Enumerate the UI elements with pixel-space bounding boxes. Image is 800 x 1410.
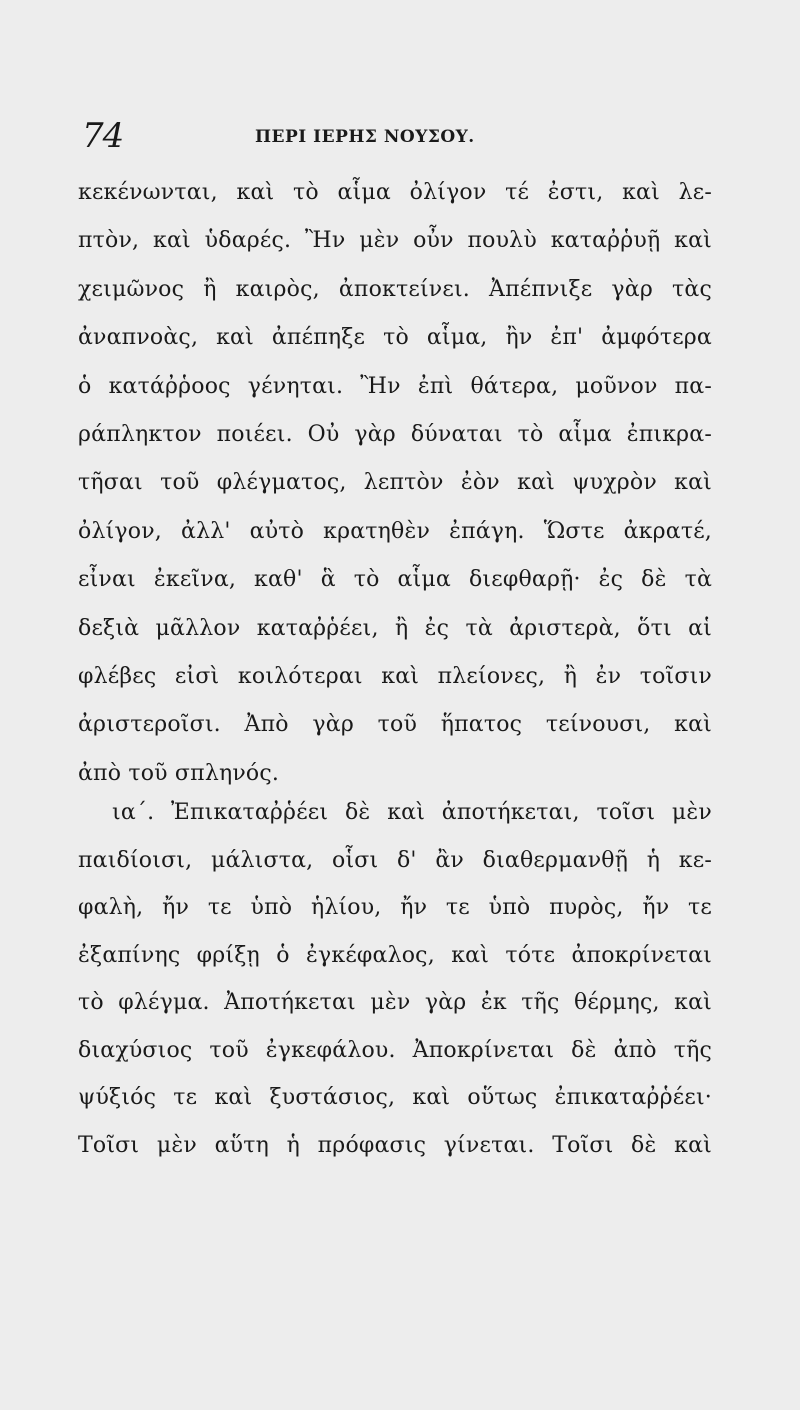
text-line: ὁ κατάῤῥοος γένηται. Ἢν ἐπὶ θάτερα, μοῦνον πα- bbox=[78, 373, 712, 399]
page-number: 74 bbox=[82, 116, 124, 156]
text-line: φαλὴ, ἤν τε ὑπὸ ἡλίου, ἤν τε ὑπὸ πυρὸς, ἤν τε bbox=[78, 895, 712, 920]
text-line: τὸ φλέγμα. Ἀποτήκεται μὲν γὰρ ἐκ τῆς θέρμης, καὶ bbox=[78, 990, 712, 1015]
text-line: παιδίοισι, μάλιστα, οἷσι δ' ἂν διαθερμανθῇ ἡ κε- bbox=[78, 847, 712, 873]
paragraph-2 bbox=[78, 789, 712, 1169]
paragraph-1 bbox=[78, 169, 712, 798]
text-line: πτὸν, καὶ ὑδαρές. Ἢν μὲν οὖν πουλὺ καταῤῥυῇ καὶ bbox=[78, 228, 712, 254]
text-line: δεξιὰ μᾶλλον καταῤῥέει, ἢ ἐς τὰ ἀριστερὰ, ὅτι αἱ bbox=[78, 615, 712, 641]
text-line: ἐξαπίνης φρίξῃ ὁ ἐγκέφαλος, καὶ τότε ἀποκρίνεται bbox=[78, 942, 712, 968]
running-title: ΠΕΡΙ ΙΕΡΗΣ ΝΟΥΣΟΥ. bbox=[255, 127, 475, 147]
text-line: ὀλίγον, ἀλλ' αὐτὸ κρατηθὲν ἐπάγη. Ὥστε ἀκρατέ, bbox=[78, 518, 712, 544]
page-header bbox=[0, 0, 800, 175]
text-line: κεκένωνται, καὶ τὸ αἷμα ὀλίγον τέ ἐστι, καὶ λε- bbox=[78, 180, 712, 205]
text-line: ψύξιός τε καὶ ξυστάσιος, καὶ οὕτως ἐπικαταῤῥέει· bbox=[78, 1085, 712, 1110]
text-line: ράπληκτον ποιέει. Οὐ γὰρ δύναται τὸ αἷμα ἐπικρα- bbox=[78, 421, 712, 447]
text-line: χειμῶνος ἢ καιρὸς, ἀποκτείνει. Ἀπέπνιξε γὰρ τὰς bbox=[78, 276, 712, 302]
text-line: φλέβες εἰσὶ κοιλότεραι καὶ πλείονες, ἢ ἐν τοῖσιν bbox=[78, 663, 712, 689]
text-line: τῆσαι τοῦ φλέγματος, λεπτὸν ἐὸν καὶ ψυχρὸν καὶ bbox=[78, 470, 712, 496]
text-line: διαχύσιος τοῦ ἐγκεφάλου. Ἀποκρίνεται δὲ ἀπὸ τῆς bbox=[78, 1037, 712, 1063]
text-line: ἀναπνοὰς, καὶ ἀπέπηξε τὸ αἷμα, ἢν ἐπ' ἀμφότερα bbox=[78, 325, 712, 351]
text-line: ἀριστεροῖσι. Ἀπὸ γὰρ τοῦ ἥπατος τείνουσι, καὶ bbox=[78, 712, 712, 738]
text-line: ια΄. Ἐπικαταῤῥέει δὲ καὶ ἀποτήκεται, τοῖσι μὲν bbox=[112, 800, 712, 825]
text-line: ἀπὸ τοῦ σπληνός. bbox=[78, 760, 280, 786]
text-line: εἶναι ἐκεῖνα, καθ' ἃ τὸ αἷμα διεφθαρῇ· ἐς δὲ τὰ bbox=[78, 567, 712, 593]
text-line: Τοῖσι μὲν αὕτη ἡ πρόφασις γίνεται. Τοῖσι δὲ καὶ bbox=[78, 1132, 712, 1158]
